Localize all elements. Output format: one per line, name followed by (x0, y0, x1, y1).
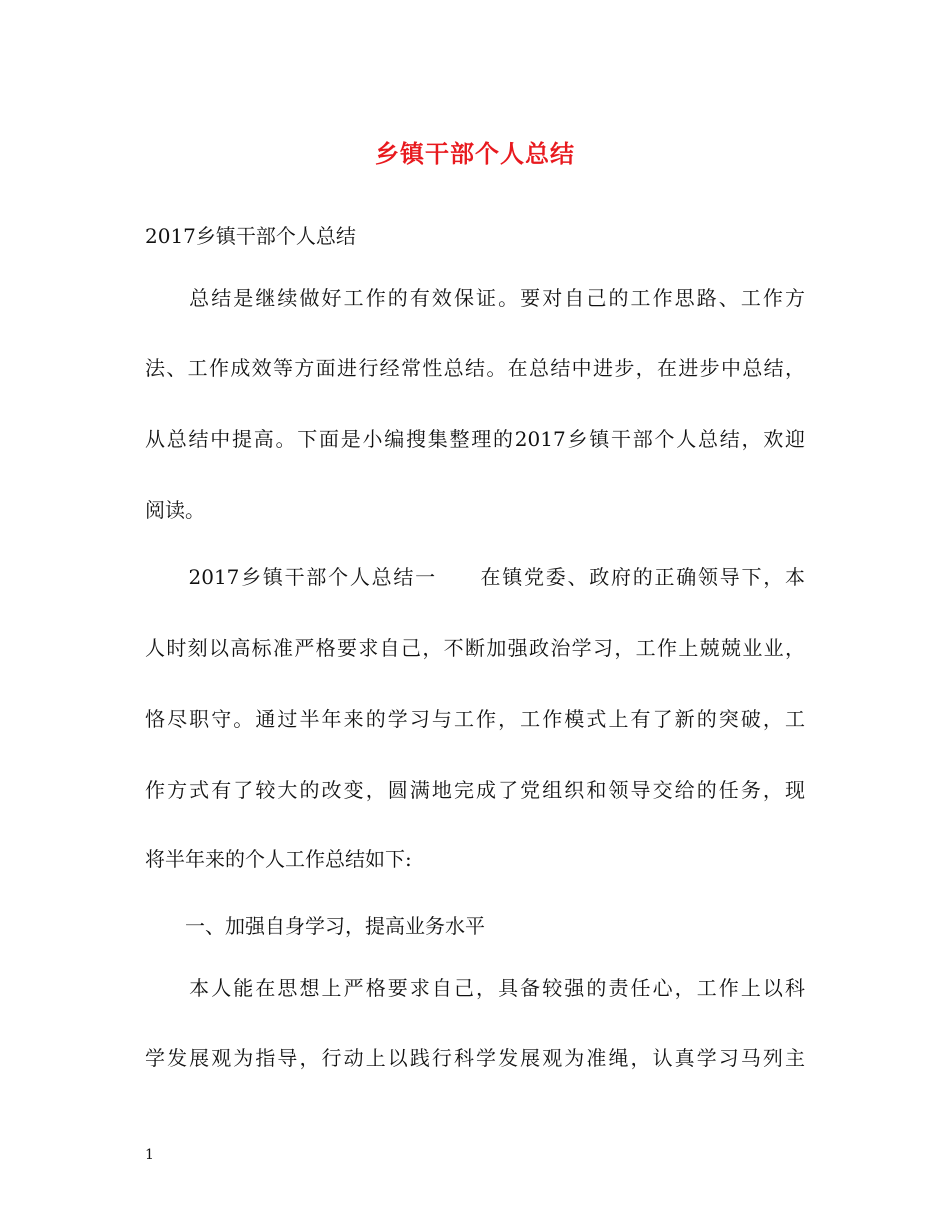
document-subtitle: 2017乡镇干部个人总结 (145, 224, 356, 248)
body-line: 总结是继续做好工作的有效保证。要对自己的工作思路、工作方 (145, 286, 805, 310)
body-line: 作方式有了较大的改变，圆满地完成了党组织和领导交给的任务，现 (145, 778, 805, 802)
body-line: 本人能在思想上严格要求自己，具备较强的责任心，工作上以科 (145, 976, 805, 1000)
body-line: 将半年来的个人工作总结如下: (145, 847, 412, 871)
body-line: 人时刻以高标准严格要求自己，不断加强政治学习，工作上兢兢业业， (145, 636, 805, 660)
body-line: 恪尽职守。通过半年来的学习与工作，工作模式上有了新的突破，工 (145, 707, 805, 731)
body-line: 2017乡镇干部个人总结一 在镇党委、政府的正确领导下，本 (145, 565, 805, 589)
section-heading: 一、加强自身学习，提高业务水平 (145, 914, 485, 938)
page-number: 1 (145, 1147, 154, 1163)
body-line: 阅读。 (145, 498, 205, 522)
document-title: 乡镇干部个人总结 (375, 139, 575, 168)
body-line: 法、工作成效等方面进行经常性总结。在总结中进步，在进步中总结， (145, 356, 805, 380)
body-line: 从总结中提高。下面是小编搜集整理的2017乡镇干部个人总结，欢迎 (145, 427, 805, 451)
body-line: 学发展观为指导，行动上以践行科学发展观为准绳，认真学习马列主 (145, 1046, 805, 1070)
